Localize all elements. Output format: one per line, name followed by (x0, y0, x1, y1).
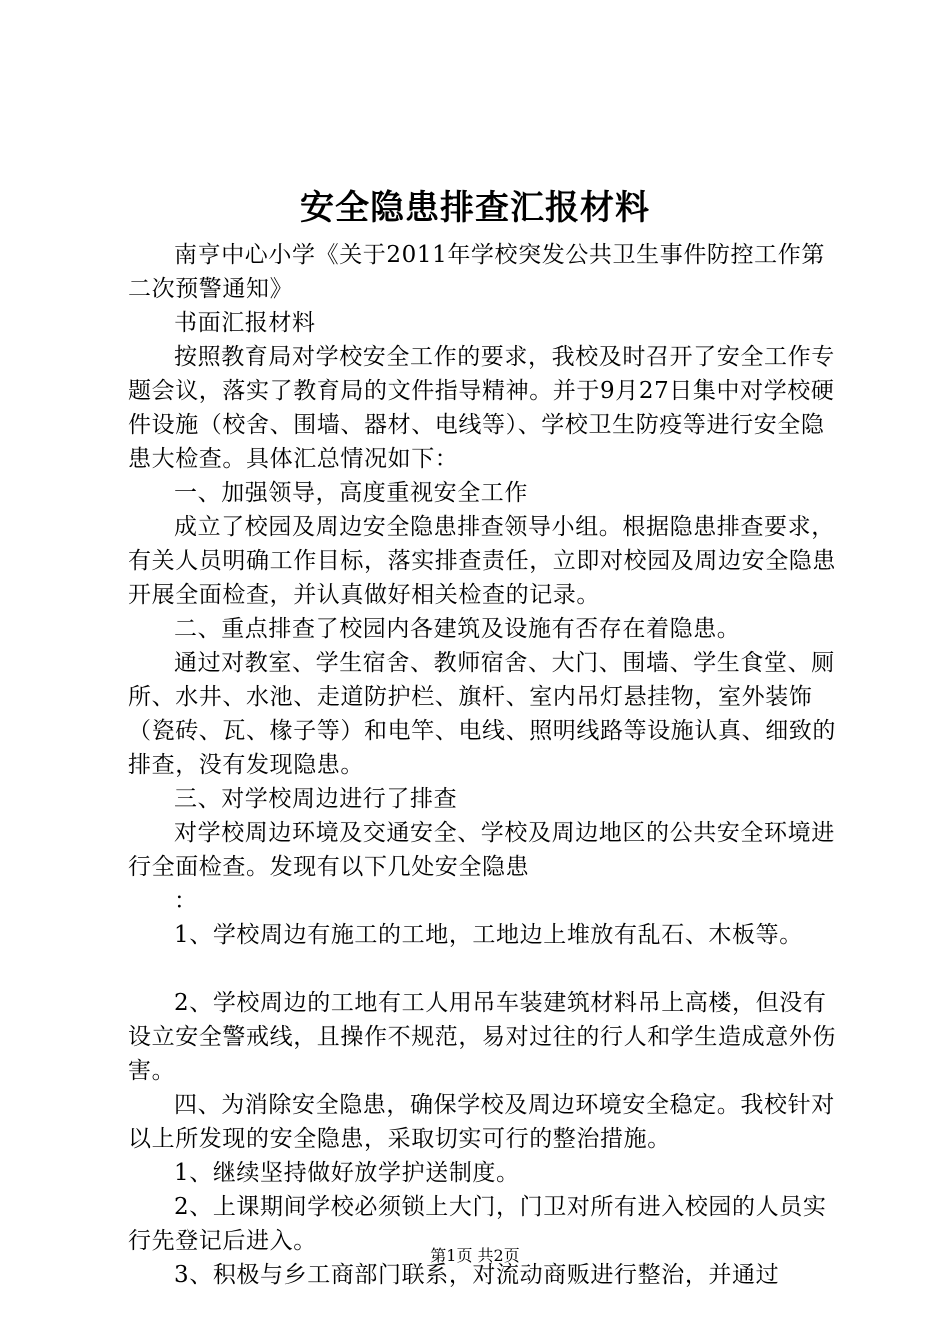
section-heading-3: 三、对学校周边进行了排查 (174, 786, 458, 812)
page-title: 安全隐患排查汇报材料 (300, 188, 650, 228)
paragraph-section-3: 对学校周边环境及交通安全、学校及周边地区的公共安全环境进行全面检查。发现有以下几处安全隐患 (128, 820, 835, 880)
section-heading-4: 四、为消除安全隐患，确保学校及周边环境安全稳定。我校针对以上所发现的安全隐患，采取切实可行的整治措施。 (128, 1092, 835, 1152)
section-heading-1: 一、加强领导，高度重视安全工作 (174, 480, 528, 506)
list-item-hazard-1: 1、学校周边有施工的工地，工地边上堆放有乱石、木板等。 (174, 922, 803, 948)
section-heading-2: 二、重点排查了校园内各建筑及设施有否存在着隐患。 (174, 616, 741, 642)
paragraph-subtitle: 书面汇报材料 (174, 310, 316, 336)
list-item-measure-2: 2、上课期间学校必须锁上大门，门卫对所有进入校园的人员实行先登记后进入。 (128, 1194, 827, 1254)
list-item-measure-3: 3、积极与乡工商部门联系，对流动商贩进行整治，并通过 (174, 1262, 780, 1288)
paragraph-colon: ： (174, 888, 198, 914)
paragraph-intro: 按照教育局对学校安全工作的要求，我校及时召开了安全工作专题会议，落实了教育局的文件指导精神。并于9月27日集中对学校硬件设施（校舍、围墙、器材、电线等）、学校卫生防疫等进行安全隐患大检查。具体汇总情况如下： (128, 344, 835, 472)
list-item-hazard-2: 2、学校周边的工地有工人用吊车装建筑材料吊上高楼，但没有设立安全警戒线，且操作不规范，易对过往的行人和学生造成意外伤害。 (128, 990, 836, 1084)
paragraph-section-2: 通过对教室、学生宿舍、教师宿舍、大门、围墙、学生食堂、厕所、水井、水池、走道防护栏、旗杆、室内吊灯悬挂物，室外装饰（瓷砖、瓦、椽子等）和电竿、电线、照明线路等设施认真、细致的排查，没有发现隐患。 (128, 650, 836, 778)
document-body (128, 238, 840, 1292)
paragraph-section-1: 成立了校园及周边安全隐患排查领导小组。根据隐患排查要求，有关人员明确工作目标，落实排查责任，立即对校园及周边安全隐患开展全面检查，并认真做好相关检查的记录。 (128, 514, 836, 608)
page-footer: 第1页 共2页 (430, 1246, 520, 1265)
paragraph-notice-title: 南亨中心小学《关于2011年学校突发公共卫生事件防控工作第二次预警通知》 (128, 242, 825, 302)
list-item-measure-1: 1、继续坚持做好放学护送制度。 (174, 1160, 520, 1186)
